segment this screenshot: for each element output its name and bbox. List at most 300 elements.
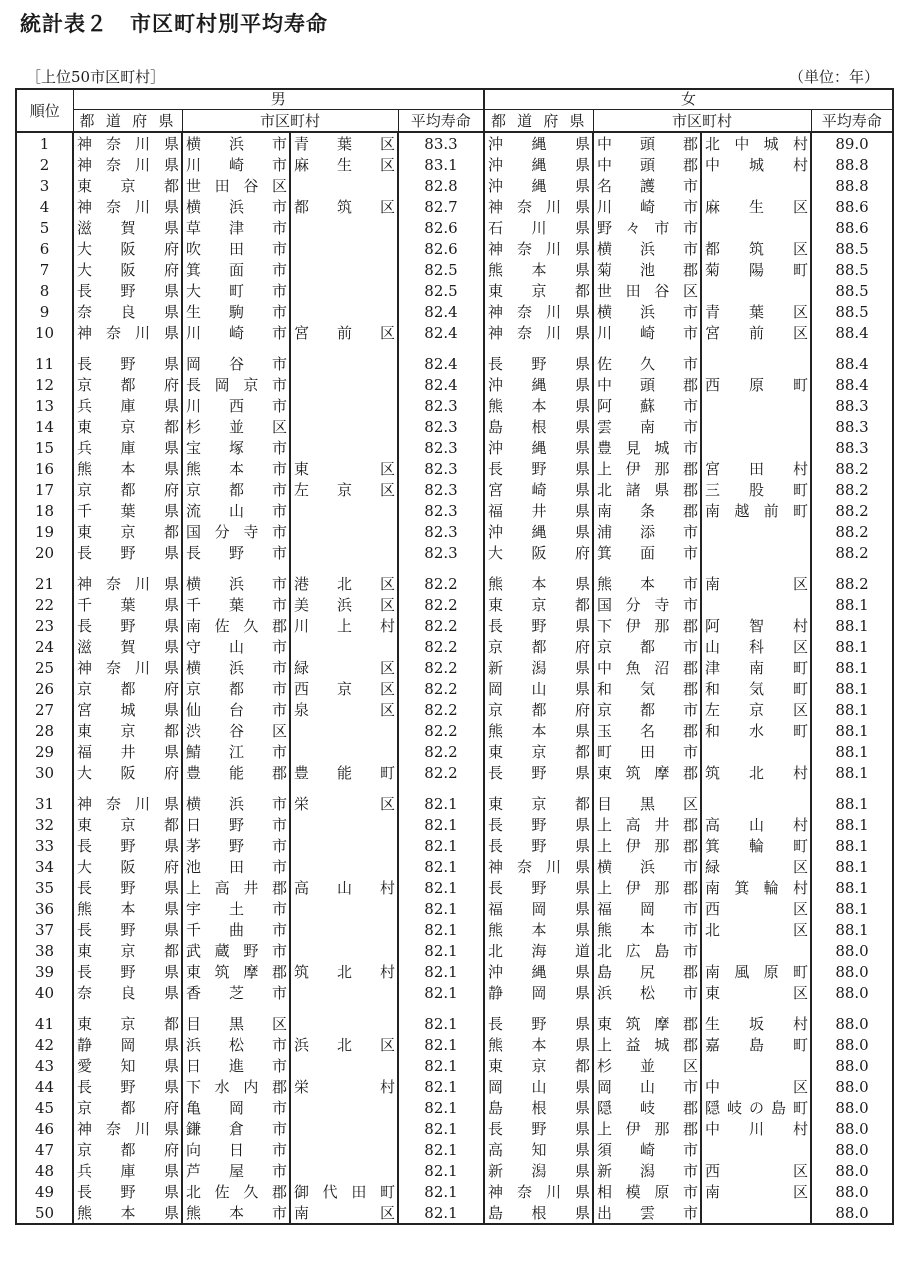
female-ward-cell: 西 区 — [701, 1160, 811, 1181]
female-prefecture-cell: 北 海 道 — [484, 940, 593, 961]
male-city-cell: 宇 土 市 — [182, 898, 290, 919]
female-city-cell: 浦 添 市 — [593, 521, 701, 542]
male-ward-cell — [290, 374, 398, 395]
female-life-expectancy-cell: 88.1 — [811, 877, 893, 898]
table-row — [16, 877, 893, 898]
male-city-cell: 草 津 市 — [182, 217, 290, 238]
male-city-cell: 上 高 井 郡 — [182, 877, 290, 898]
table-row — [16, 1202, 893, 1224]
male-prefecture-cell: 東 京 都 — [73, 814, 182, 835]
male-life-expectancy-cell: 82.4 — [398, 374, 484, 395]
female-life-expectancy-cell: 88.1 — [811, 615, 893, 636]
male-ward-cell — [290, 217, 398, 238]
rank-cell: 40 — [16, 982, 73, 1003]
rank-cell: 45 — [16, 1097, 73, 1118]
male-prefecture-cell: 長 野 県 — [73, 280, 182, 301]
table-row — [16, 699, 893, 720]
female-ward-cell: 緑 区 — [701, 856, 811, 877]
table-row — [16, 1076, 893, 1097]
male-ward-cell — [290, 1013, 398, 1034]
female-prefecture-cell: 静 岡 県 — [484, 982, 593, 1003]
female-ward-cell: 隠 岐 の 島 町 — [701, 1097, 811, 1118]
header-male-prefecture: 都 道 府 県 — [73, 110, 182, 133]
table-row — [16, 479, 893, 500]
rank-cell: 21 — [16, 573, 73, 594]
male-ward-cell — [290, 416, 398, 437]
female-city-cell: 上 高 井 郡 — [593, 814, 701, 835]
female-ward-cell: 青 葉 区 — [701, 301, 811, 322]
male-city-cell: 熊 本 市 — [182, 458, 290, 479]
female-prefecture-cell: 長 野 県 — [484, 877, 593, 898]
female-ward-cell — [701, 542, 811, 563]
female-city-cell: 川 崎 市 — [593, 196, 701, 217]
female-city-cell: 国 分 寺 市 — [593, 594, 701, 615]
male-prefecture-cell: 長 野 県 — [73, 877, 182, 898]
male-ward-cell — [290, 940, 398, 961]
rank-cell: 7 — [16, 259, 73, 280]
female-ward-cell: 中 城 村 — [701, 154, 811, 175]
header-rank: 順位 — [16, 89, 73, 132]
male-prefecture-cell: 東 京 都 — [73, 1013, 182, 1034]
rank-cell: 8 — [16, 280, 73, 301]
male-life-expectancy-cell: 83.1 — [398, 154, 484, 175]
rank-cell: 11 — [16, 353, 73, 374]
female-life-expectancy-cell: 88.1 — [811, 657, 893, 678]
female-ward-cell — [701, 741, 811, 762]
table-row — [16, 301, 893, 322]
female-city-cell: 中 頭 郡 — [593, 154, 701, 175]
female-ward-cell: 津 南 町 — [701, 657, 811, 678]
male-prefecture-cell: 奈 良 県 — [73, 301, 182, 322]
male-city-cell: 仙 台 市 — [182, 699, 290, 720]
male-life-expectancy-cell: 82.4 — [398, 322, 484, 343]
male-city-cell: 長 岡 京 市 — [182, 374, 290, 395]
male-prefecture-cell: 神 奈 川 県 — [73, 154, 182, 175]
male-prefecture-cell: 愛 知 県 — [73, 1055, 182, 1076]
rank-cell: 22 — [16, 594, 73, 615]
female-city-cell: 箕 面 市 — [593, 542, 701, 563]
male-prefecture-cell: 長 野 県 — [73, 1076, 182, 1097]
female-city-cell: 隠 岐 郡 — [593, 1097, 701, 1118]
female-prefecture-cell: 東 京 都 — [484, 1055, 593, 1076]
male-life-expectancy-cell: 82.3 — [398, 437, 484, 458]
female-city-cell: 菊 池 郡 — [593, 259, 701, 280]
male-ward-cell — [290, 741, 398, 762]
female-prefecture-cell: 福 井 県 — [484, 500, 593, 521]
male-city-cell: 茅 野 市 — [182, 835, 290, 856]
male-prefecture-cell: 大 阪 府 — [73, 856, 182, 877]
male-life-expectancy-cell: 82.1 — [398, 793, 484, 814]
male-ward-cell: 美 浜 区 — [290, 594, 398, 615]
male-city-cell: 川 崎 市 — [182, 322, 290, 343]
rank-cell: 27 — [16, 699, 73, 720]
female-ward-cell: 宮 田 村 — [701, 458, 811, 479]
female-life-expectancy-cell: 88.0 — [811, 1139, 893, 1160]
male-prefecture-cell: 神 奈 川 県 — [73, 196, 182, 217]
female-life-expectancy-cell: 88.5 — [811, 259, 893, 280]
male-life-expectancy-cell: 82.8 — [398, 175, 484, 196]
male-life-expectancy-cell: 82.1 — [398, 1160, 484, 1181]
male-life-expectancy-cell: 82.7 — [398, 196, 484, 217]
female-city-cell: 新 潟 市 — [593, 1160, 701, 1181]
female-city-cell: 浜 松 市 — [593, 982, 701, 1003]
female-city-cell: 町 田 市 — [593, 741, 701, 762]
rank-cell: 16 — [16, 458, 73, 479]
male-life-expectancy-cell: 82.2 — [398, 615, 484, 636]
male-life-expectancy-cell: 82.3 — [398, 479, 484, 500]
female-ward-cell: 中 川 村 — [701, 1118, 811, 1139]
male-life-expectancy-cell: 82.1 — [398, 940, 484, 961]
table-subtitle: ［上位50市区町村］ — [26, 68, 166, 86]
male-ward-cell — [290, 1118, 398, 1139]
rank-cell: 9 — [16, 301, 73, 322]
header-male: 男 — [73, 89, 484, 110]
male-ward-cell: 都 筑 区 — [290, 196, 398, 217]
table-row — [16, 856, 893, 877]
male-city-cell: 渋 谷 区 — [182, 720, 290, 741]
table-row — [16, 1034, 893, 1055]
female-ward-cell: 阿 智 村 — [701, 615, 811, 636]
table-row — [16, 982, 893, 1003]
rank-cell: 30 — [16, 762, 73, 783]
table-row — [16, 132, 893, 154]
female-ward-cell — [701, 217, 811, 238]
female-city-cell: 東 筑 摩 郡 — [593, 762, 701, 783]
male-prefecture-cell: 大 阪 府 — [73, 762, 182, 783]
male-city-cell: 杉 並 区 — [182, 416, 290, 437]
female-life-expectancy-cell: 88.1 — [811, 594, 893, 615]
female-city-cell: 横 浜 市 — [593, 301, 701, 322]
female-prefecture-cell: 大 阪 府 — [484, 542, 593, 563]
rank-cell: 39 — [16, 961, 73, 982]
female-prefecture-cell: 沖 縄 県 — [484, 437, 593, 458]
female-ward-cell — [701, 395, 811, 416]
female-ward-cell: 山 科 区 — [701, 636, 811, 657]
rank-cell: 17 — [16, 479, 73, 500]
male-life-expectancy-cell: 82.4 — [398, 353, 484, 374]
male-ward-cell — [290, 919, 398, 940]
male-life-expectancy-cell: 82.2 — [398, 636, 484, 657]
female-city-cell: 熊 本 市 — [593, 573, 701, 594]
male-prefecture-cell: 東 京 都 — [73, 720, 182, 741]
male-city-cell: 箕 面 市 — [182, 259, 290, 280]
female-city-cell: 世 田 谷 区 — [593, 280, 701, 301]
table-row — [16, 280, 893, 301]
female-life-expectancy-cell: 88.2 — [811, 479, 893, 500]
female-city-cell: 玉 名 郡 — [593, 720, 701, 741]
male-prefecture-cell: 東 京 都 — [73, 416, 182, 437]
female-city-cell: 上 伊 那 郡 — [593, 1118, 701, 1139]
female-prefecture-cell: 沖 縄 県 — [484, 374, 593, 395]
female-ward-cell: 東 区 — [701, 982, 811, 1003]
rank-cell: 23 — [16, 615, 73, 636]
male-life-expectancy-cell: 82.1 — [398, 982, 484, 1003]
female-prefecture-cell: 新 潟 県 — [484, 657, 593, 678]
table-row — [16, 175, 893, 196]
female-prefecture-cell: 熊 本 県 — [484, 720, 593, 741]
male-prefecture-cell: 大 阪 府 — [73, 259, 182, 280]
table-row — [16, 1118, 893, 1139]
female-life-expectancy-cell: 88.5 — [811, 280, 893, 301]
female-prefecture-cell: 沖 縄 県 — [484, 132, 593, 154]
male-ward-cell: 東 区 — [290, 458, 398, 479]
male-ward-cell — [290, 280, 398, 301]
female-ward-cell — [701, 437, 811, 458]
male-ward-cell: 栄 村 — [290, 1076, 398, 1097]
rank-cell: 41 — [16, 1013, 73, 1034]
male-prefecture-cell: 滋 賀 県 — [73, 636, 182, 657]
female-life-expectancy-cell: 88.4 — [811, 374, 893, 395]
female-life-expectancy-cell: 88.0 — [811, 961, 893, 982]
table-row — [16, 793, 893, 814]
male-life-expectancy-cell: 82.6 — [398, 217, 484, 238]
female-city-cell: 京 都 市 — [593, 699, 701, 720]
table-row — [16, 678, 893, 699]
female-life-expectancy-cell: 88.1 — [811, 636, 893, 657]
rank-cell: 14 — [16, 416, 73, 437]
female-life-expectancy-cell: 88.0 — [811, 1097, 893, 1118]
male-life-expectancy-cell: 82.4 — [398, 301, 484, 322]
male-city-cell: 鯖 江 市 — [182, 741, 290, 762]
female-city-cell: 南 条 郡 — [593, 500, 701, 521]
male-life-expectancy-cell: 82.1 — [398, 814, 484, 835]
female-life-expectancy-cell: 88.3 — [811, 437, 893, 458]
female-ward-cell — [701, 594, 811, 615]
female-city-cell: 中 頭 郡 — [593, 374, 701, 395]
rank-cell: 19 — [16, 521, 73, 542]
rank-cell: 26 — [16, 678, 73, 699]
rank-cell: 24 — [16, 636, 73, 657]
male-prefecture-cell: 滋 賀 県 — [73, 217, 182, 238]
rank-cell: 43 — [16, 1055, 73, 1076]
male-ward-cell: 南 区 — [290, 1202, 398, 1224]
female-prefecture-cell: 東 京 都 — [484, 594, 593, 615]
female-city-cell: 川 崎 市 — [593, 322, 701, 343]
female-life-expectancy-cell: 88.1 — [811, 762, 893, 783]
rank-cell: 50 — [16, 1202, 73, 1224]
female-ward-cell: 左 京 区 — [701, 699, 811, 720]
male-prefecture-cell: 熊 本 県 — [73, 1202, 182, 1224]
female-prefecture-cell: 長 野 県 — [484, 1118, 593, 1139]
male-prefecture-cell: 福 井 県 — [73, 741, 182, 762]
female-prefecture-cell: 石 川 県 — [484, 217, 593, 238]
female-ward-cell: 西 区 — [701, 898, 811, 919]
male-life-expectancy-cell: 82.2 — [398, 741, 484, 762]
rank-cell: 12 — [16, 374, 73, 395]
female-ward-cell: 麻 生 区 — [701, 196, 811, 217]
male-prefecture-cell: 宮 城 県 — [73, 699, 182, 720]
male-ward-cell — [290, 1139, 398, 1160]
rank-cell: 6 — [16, 238, 73, 259]
female-city-cell: 上 伊 那 郡 — [593, 877, 701, 898]
table-row — [16, 961, 893, 982]
rank-cell: 15 — [16, 437, 73, 458]
male-life-expectancy-cell: 82.1 — [398, 835, 484, 856]
table-row — [16, 940, 893, 961]
male-city-cell: 池 田 市 — [182, 856, 290, 877]
female-life-expectancy-cell: 88.1 — [811, 720, 893, 741]
female-prefecture-cell: 沖 縄 県 — [484, 961, 593, 982]
table-row — [16, 720, 893, 741]
male-prefecture-cell: 京 都 府 — [73, 374, 182, 395]
table-row — [16, 636, 893, 657]
female-city-cell: 横 浜 市 — [593, 856, 701, 877]
female-ward-cell — [701, 521, 811, 542]
female-prefecture-cell: 長 野 県 — [484, 835, 593, 856]
male-city-cell: 国 分 寺 市 — [182, 521, 290, 542]
male-city-cell: 吹 田 市 — [182, 238, 290, 259]
male-life-expectancy-cell: 82.1 — [398, 1202, 484, 1224]
female-life-expectancy-cell: 88.0 — [811, 1202, 893, 1224]
male-ward-cell — [290, 814, 398, 835]
male-life-expectancy-cell: 82.1 — [398, 856, 484, 877]
female-ward-cell: 箕 輪 町 — [701, 835, 811, 856]
female-prefecture-cell: 沖 縄 県 — [484, 154, 593, 175]
table-row — [16, 919, 893, 940]
female-prefecture-cell: 長 野 県 — [484, 353, 593, 374]
female-city-cell: 北 広 島 市 — [593, 940, 701, 961]
female-prefecture-cell: 神 奈 川 県 — [484, 1181, 593, 1202]
female-prefecture-cell: 熊 本 県 — [484, 395, 593, 416]
male-ward-cell — [290, 835, 398, 856]
male-life-expectancy-cell: 82.1 — [398, 1097, 484, 1118]
female-life-expectancy-cell: 88.2 — [811, 573, 893, 594]
male-ward-cell — [290, 437, 398, 458]
male-ward-cell — [290, 542, 398, 563]
male-prefecture-cell: 静 岡 県 — [73, 1034, 182, 1055]
table-row — [16, 1097, 893, 1118]
female-life-expectancy-cell: 88.3 — [811, 395, 893, 416]
male-city-cell: 横 浜 市 — [182, 657, 290, 678]
female-life-expectancy-cell: 88.2 — [811, 542, 893, 563]
male-life-expectancy-cell: 82.6 — [398, 238, 484, 259]
female-prefecture-cell: 東 京 都 — [484, 793, 593, 814]
female-ward-cell: 南 風 原 町 — [701, 961, 811, 982]
male-city-cell: 目 黒 区 — [182, 1013, 290, 1034]
male-city-cell: 長 野 市 — [182, 542, 290, 563]
table-body — [16, 132, 893, 1224]
female-ward-cell — [701, 280, 811, 301]
female-prefecture-cell: 熊 本 県 — [484, 919, 593, 940]
male-prefecture-cell: 神 奈 川 県 — [73, 322, 182, 343]
female-life-expectancy-cell: 88.0 — [811, 982, 893, 1003]
female-city-cell: 上 伊 那 郡 — [593, 835, 701, 856]
female-prefecture-cell: 島 根 県 — [484, 1202, 593, 1224]
female-city-cell: 横 浜 市 — [593, 238, 701, 259]
male-prefecture-cell: 京 都 府 — [73, 479, 182, 500]
male-ward-cell: 御 代 田 町 — [290, 1181, 398, 1202]
male-ward-cell: 筑 北 村 — [290, 961, 398, 982]
rank-cell: 13 — [16, 395, 73, 416]
life-expectancy-table — [15, 88, 894, 1225]
rank-cell: 33 — [16, 835, 73, 856]
male-life-expectancy-cell: 82.1 — [398, 1181, 484, 1202]
male-ward-cell — [290, 521, 398, 542]
female-city-cell: 雲 南 市 — [593, 416, 701, 437]
male-city-cell: 岡 谷 市 — [182, 353, 290, 374]
male-life-expectancy-cell: 82.1 — [398, 877, 484, 898]
female-city-cell: 名 護 市 — [593, 175, 701, 196]
female-ward-cell: 南 箕 輪 村 — [701, 877, 811, 898]
female-life-expectancy-cell: 88.8 — [811, 154, 893, 175]
female-ward-cell: 都 筑 区 — [701, 238, 811, 259]
female-ward-cell — [701, 1139, 811, 1160]
male-ward-cell — [290, 353, 398, 374]
male-city-cell: 香 芝 市 — [182, 982, 290, 1003]
female-ward-cell: 和 水 町 — [701, 720, 811, 741]
table-row — [16, 615, 893, 636]
male-ward-cell — [290, 238, 398, 259]
female-city-cell: 島 尻 郡 — [593, 961, 701, 982]
male-city-cell: 豊 能 郡 — [182, 762, 290, 783]
female-ward-cell: 南 区 — [701, 1181, 811, 1202]
female-prefecture-cell: 熊 本 県 — [484, 573, 593, 594]
table-row — [16, 458, 893, 479]
table-row — [16, 217, 893, 238]
male-prefecture-cell: 神 奈 川 県 — [73, 132, 182, 154]
male-prefecture-cell: 千 葉 県 — [73, 500, 182, 521]
male-ward-cell — [290, 1097, 398, 1118]
female-prefecture-cell: 長 野 県 — [484, 814, 593, 835]
male-city-cell: 川 西 市 — [182, 395, 290, 416]
female-city-cell: 上 伊 那 郡 — [593, 458, 701, 479]
male-city-cell: 下 水 内 郡 — [182, 1076, 290, 1097]
female-city-cell: 目 黒 区 — [593, 793, 701, 814]
female-city-cell: 北 諸 県 郡 — [593, 479, 701, 500]
female-life-expectancy-cell: 88.0 — [811, 1118, 893, 1139]
rank-cell: 18 — [16, 500, 73, 521]
male-life-expectancy-cell: 82.2 — [398, 762, 484, 783]
rank-cell: 46 — [16, 1118, 73, 1139]
male-life-expectancy-cell: 82.3 — [398, 542, 484, 563]
male-prefecture-cell: 長 野 県 — [73, 835, 182, 856]
male-ward-cell: 豊 能 町 — [290, 762, 398, 783]
male-prefecture-cell: 神 奈 川 県 — [73, 573, 182, 594]
rank-cell: 42 — [16, 1034, 73, 1055]
female-life-expectancy-cell: 88.1 — [811, 678, 893, 699]
table-row — [16, 1013, 893, 1034]
male-ward-cell — [290, 1160, 398, 1181]
female-ward-cell: 宮 前 区 — [701, 322, 811, 343]
female-prefecture-cell: 京 都 府 — [484, 699, 593, 720]
male-prefecture-cell: 神 奈 川 県 — [73, 657, 182, 678]
female-life-expectancy-cell: 88.1 — [811, 919, 893, 940]
male-life-expectancy-cell: 82.1 — [398, 1118, 484, 1139]
table-row — [16, 521, 893, 542]
male-city-cell: 武 蔵 野 市 — [182, 940, 290, 961]
male-life-expectancy-cell: 82.1 — [398, 1013, 484, 1034]
male-prefecture-cell: 長 野 県 — [73, 961, 182, 982]
female-city-cell: 京 都 市 — [593, 636, 701, 657]
male-ward-cell — [290, 500, 398, 521]
male-life-expectancy-cell: 82.3 — [398, 458, 484, 479]
female-prefecture-cell: 熊 本 県 — [484, 1034, 593, 1055]
rank-cell: 35 — [16, 877, 73, 898]
female-ward-cell: 筑 北 村 — [701, 762, 811, 783]
male-life-expectancy-cell: 82.3 — [398, 521, 484, 542]
male-life-expectancy-cell: 82.2 — [398, 573, 484, 594]
male-city-cell: 熊 本 市 — [182, 1202, 290, 1224]
female-city-cell: 相 模 原 市 — [593, 1181, 701, 1202]
male-prefecture-cell: 熊 本 県 — [73, 458, 182, 479]
rank-cell: 38 — [16, 940, 73, 961]
table-row — [16, 814, 893, 835]
group-spacer — [16, 783, 893, 793]
male-ward-cell — [290, 856, 398, 877]
header-female: 女 — [484, 89, 893, 110]
female-ward-cell — [701, 793, 811, 814]
male-prefecture-cell: 東 京 都 — [73, 521, 182, 542]
